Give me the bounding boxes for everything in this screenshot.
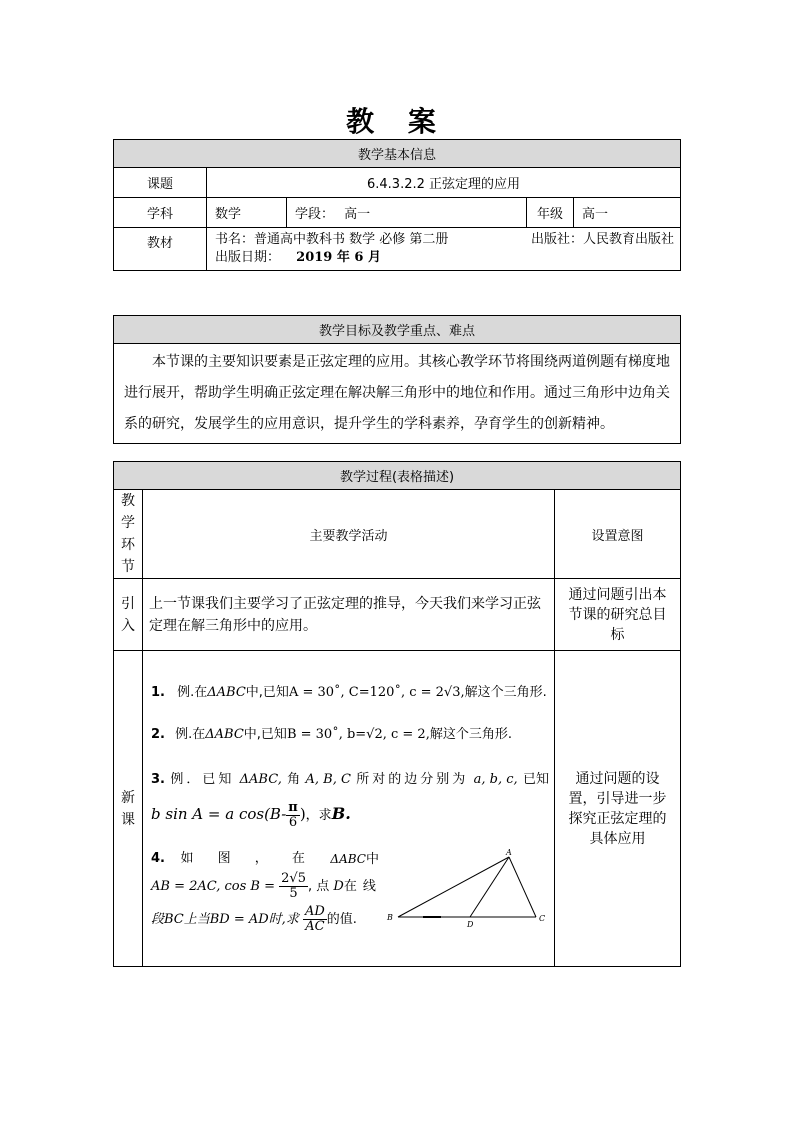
problem-4-dot: 点 xyxy=(316,879,330,894)
problem-4-comma: , xyxy=(307,879,313,894)
stage-value: 高一 xyxy=(344,207,371,222)
problem-1-mid: 中,已知 xyxy=(245,685,289,700)
objectives-table xyxy=(113,315,681,444)
new-stage: 新课 xyxy=(114,651,143,967)
vertex-c-label: C xyxy=(539,914,546,923)
problem-3-angles: A, B, C xyxy=(305,772,351,787)
grade-label: 年级 xyxy=(527,198,574,228)
fraction-denominator: 6 xyxy=(288,815,298,830)
problem-4-triangle: ΔABC xyxy=(330,852,366,866)
problem-3-triangle: ΔABC, xyxy=(239,772,282,787)
problem-1-post: 解这个三角形. xyxy=(464,685,547,700)
fraction-numerator: π xyxy=(288,800,298,815)
new-activity xyxy=(143,651,555,967)
problem-2-triangle: ΔABC xyxy=(205,727,244,742)
subject-value: 数学 xyxy=(207,198,287,228)
objectives-header: 教学目标及教学重点、难点 xyxy=(114,316,681,344)
topic-label: 课题 xyxy=(114,168,207,198)
problem-3-mid: 角 xyxy=(287,772,301,787)
intro-stage: 引入 xyxy=(114,579,143,651)
problem-3-close: ) xyxy=(299,805,306,823)
problem-1-math: A = 30˚, C=120˚, c = 2√3, xyxy=(288,685,465,700)
grade-value: 高一 xyxy=(574,198,681,228)
process-table xyxy=(113,461,681,967)
point-d-label: D xyxy=(467,920,474,929)
problem-4-eq1: AB = 2AC, cos B = xyxy=(151,879,275,894)
publish-date-value: 2019 年 6 月 xyxy=(296,250,381,265)
problem-2-pre: 例.在 xyxy=(175,727,206,742)
objectives-text: 本节课的主要知识要素是正弦定理的应用。其核心教学环节将围绕两道例题有梯度地进行展开，帮助学生明确正弦定理在解决解三角形中的地位和作用。通过三角形中边角关系的研究，发展学生的应用意识，提升学生的学科素养，孕育学生的创新精神。 xyxy=(114,344,681,444)
cos-b-numerator: 2√5 xyxy=(281,871,306,886)
basic-info-table xyxy=(113,139,681,271)
intro-intent: 通过问题引出本节课的研究总目标 xyxy=(555,579,681,651)
book-name: 书名：普通高中教科书 数学 必修 第二册 xyxy=(215,232,449,247)
problem-4-end: 的值. xyxy=(326,912,357,927)
problem-3-ask: ，求 xyxy=(305,808,332,823)
segment-ad xyxy=(470,857,509,917)
problem-2-math: B = 30˚, b=√2, c = 2, xyxy=(286,727,430,742)
ac-denominator: AC xyxy=(305,919,325,934)
problem-4-number: 4. xyxy=(151,851,165,866)
problem-3 xyxy=(151,765,549,831)
problem-4-on: 在线 xyxy=(343,879,382,894)
problem-3-sides: a, b, c, xyxy=(473,772,518,787)
problem-3-number: 3. xyxy=(151,772,165,787)
problem-3-text3: 已知 xyxy=(522,772,549,787)
new-intent: 通过问题的设置，引导进一步探究正弦定理的具体应用 xyxy=(555,651,681,967)
problem-4 xyxy=(151,847,382,934)
publisher: 出版社：人民教育出版社 xyxy=(531,232,675,247)
problem-2 xyxy=(151,723,512,742)
problem-4-segment: 段BC上当BD = AD时,求 xyxy=(151,912,299,927)
col-stage-header: 教学环节 xyxy=(114,490,143,579)
ad-over-ac-fraction xyxy=(303,905,327,934)
problem-1-number: 1. xyxy=(151,685,165,700)
topic-value: 6.4.3.2.2 正弦定理的应用 xyxy=(207,168,681,198)
problem-2-mid: 中,已知 xyxy=(243,727,287,742)
problem-3-text2: 所对的边分别为 xyxy=(356,772,469,787)
textbook-info xyxy=(207,228,681,271)
stage-cell xyxy=(287,198,527,228)
problem-4-mid: 中 xyxy=(365,852,379,867)
side-ab xyxy=(398,857,509,917)
textbook-label: 教材 xyxy=(114,228,207,271)
col-activity-header: 主要教学活动 xyxy=(143,490,555,579)
col-intent-header: 设置意图 xyxy=(555,490,681,579)
publish-date-label: 出版日期： xyxy=(215,250,281,265)
problem-2-post: 解这个三角形. xyxy=(429,727,512,742)
problem-1-pre: 例.在 xyxy=(177,685,208,700)
problem-1-triangle: ΔABC xyxy=(207,685,246,700)
problem-3-target: B. xyxy=(331,804,351,823)
basic-info-header: 教学基本信息 xyxy=(114,140,681,168)
vertex-a-label: A xyxy=(506,848,512,857)
stage-label: 学段： xyxy=(295,207,335,222)
side-ac xyxy=(509,857,536,917)
page-title: 教 案 xyxy=(346,105,448,138)
cos-b-fraction xyxy=(279,872,308,901)
process-header: 教学过程(表格描述) xyxy=(114,462,681,490)
intro-activity: 上一节课我们主要学习了正弦定理的推导，今天我们来学习正弦定理在解三角形中的应用。 xyxy=(143,579,555,651)
pi-over-six-fraction xyxy=(286,801,300,830)
vertex-b-label: B xyxy=(387,913,393,922)
cos-b-denominator: 5 xyxy=(289,886,298,901)
problem-3-equation: b sin A = a cos(B- xyxy=(151,805,287,823)
problem-2-number: 2. xyxy=(151,727,165,742)
problem-3-pre: 例．已知 xyxy=(170,772,235,787)
ad-numerator: AD xyxy=(304,904,325,919)
problem-1 xyxy=(151,681,547,700)
problem-4-text1: 如 图 ， 在 xyxy=(180,851,315,866)
triangle-figure xyxy=(383,847,553,937)
subject-label: 学科 xyxy=(114,198,207,228)
problem-4-point-d: D xyxy=(333,879,344,894)
